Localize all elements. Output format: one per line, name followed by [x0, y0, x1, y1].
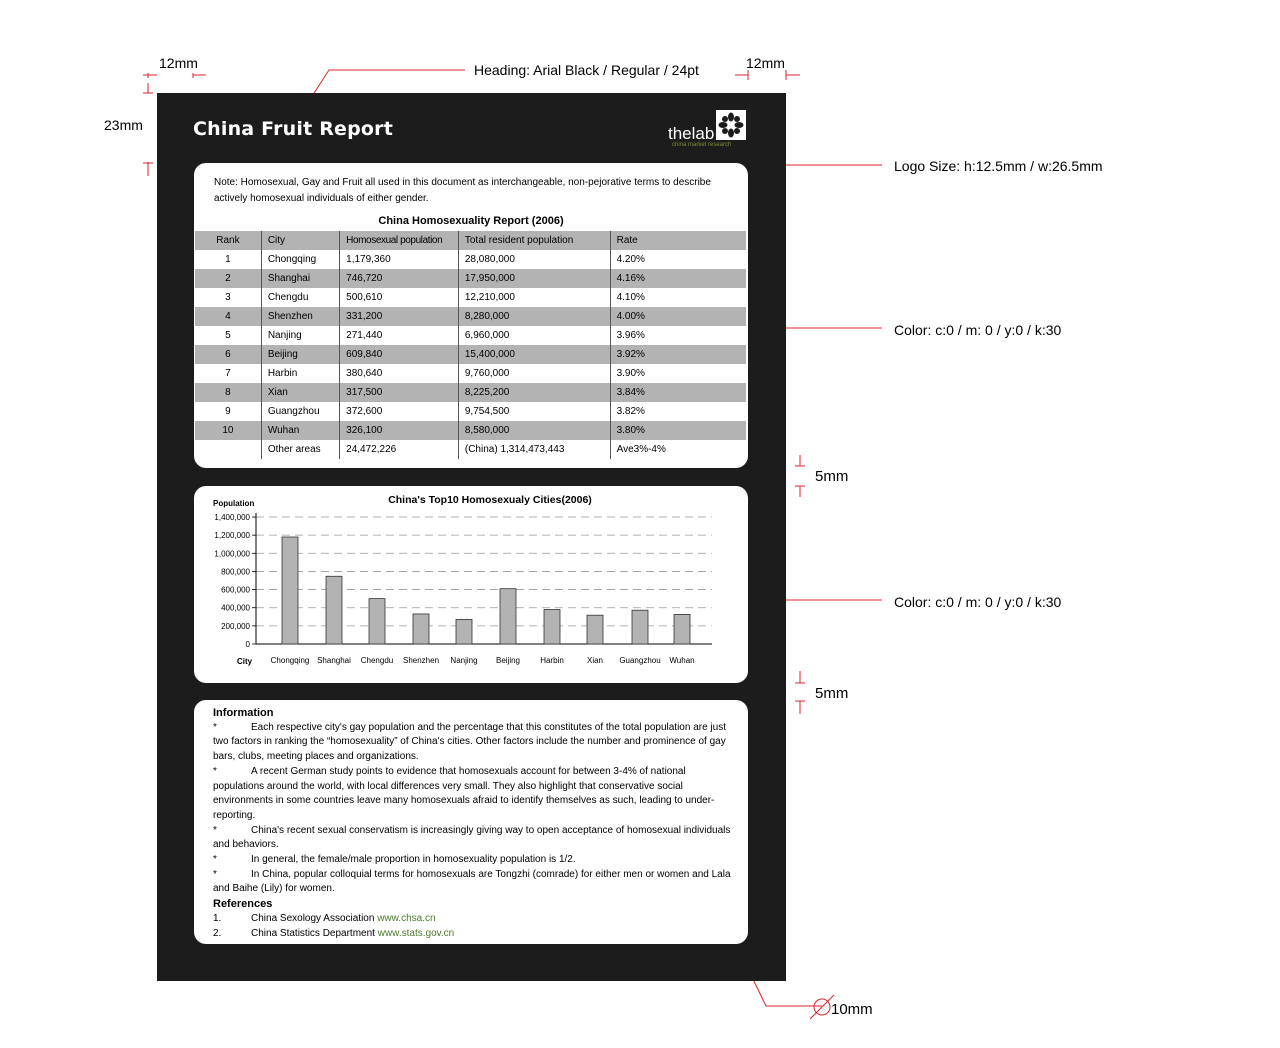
- info-panel: [194, 700, 748, 944]
- bullet-item: [213, 853, 738, 868]
- table-cell: Shanghai: [261, 269, 339, 288]
- bar-nanjing: [456, 619, 472, 644]
- table-cell: Xian: [261, 383, 339, 402]
- y-tick-label: 0: [245, 640, 250, 649]
- bar-harbin: [544, 609, 560, 644]
- table-cell: 8,280,000: [458, 307, 610, 326]
- reference-number: 2.: [213, 927, 222, 939]
- table-cell: 271,440: [340, 326, 459, 345]
- table-cell: 746,720: [340, 269, 459, 288]
- bullet-marker: *: [213, 824, 217, 836]
- table-cell: 3.92%: [610, 345, 746, 364]
- bullet-marker: *: [213, 854, 217, 866]
- table-cell: 8: [195, 383, 261, 402]
- x-tick-label: Guangzhou: [619, 656, 661, 665]
- data-table: [195, 231, 746, 459]
- x-tick-label: Shanghai: [317, 656, 351, 665]
- table-cell: 7: [195, 364, 261, 383]
- table-cell: 28,080,000: [458, 250, 610, 269]
- table-cell: 3.80%: [610, 421, 746, 440]
- table-cell: 331,200: [340, 307, 459, 326]
- bullet-item: [213, 721, 738, 765]
- bullet-text: A recent German study points to evidence that homosexuals account for between 3-4% of national populations around the world, with local differences very small. They also highlight that conservative social environments in some countries leave many homosexuals afraid to identify themselves as such, leading to under-reporting.: [213, 765, 715, 821]
- table-row: [195, 440, 746, 459]
- table-cell: (China) 1,314,473,443: [458, 440, 610, 459]
- bar-wuhan: [674, 614, 690, 644]
- table-cell: Other areas: [261, 440, 339, 459]
- logo-tagline: china market research: [672, 142, 732, 148]
- table-cell: 3.96%: [616, 330, 645, 341]
- table-cell: 8,580,000: [458, 421, 610, 440]
- x-tick-label: Nanjing: [450, 656, 478, 665]
- table-cell: 9,760,000: [458, 364, 610, 383]
- table-panel: [194, 163, 748, 468]
- table-cell: Wuhan: [261, 421, 339, 440]
- bar-shenzhen: [413, 614, 429, 644]
- x-tick-label: Chongqing: [270, 656, 310, 665]
- table-cell: 9: [195, 402, 261, 421]
- table-header-row: [195, 231, 746, 250]
- reference-number: 1.: [213, 912, 222, 924]
- information-heading: Information: [213, 707, 274, 719]
- table-cell: Guangzhou: [261, 402, 339, 421]
- corner-radius-label: 10mm: [831, 1001, 873, 1018]
- bullet-item: [213, 824, 738, 853]
- table-cell: 326,100: [340, 421, 459, 440]
- page-title: China Fruit Report: [193, 118, 394, 140]
- info-body: [213, 706, 738, 941]
- table-cell: 317,500: [340, 383, 459, 402]
- x-tick-label: Chengdu: [360, 656, 394, 665]
- reference-item: [213, 927, 738, 942]
- table-cell: 372,600: [340, 402, 459, 421]
- table-cell: 4.00%: [610, 307, 746, 326]
- x-axis-label: City: [237, 657, 253, 666]
- table-cell: 12,210,000: [458, 288, 610, 307]
- reference-text: China Statistics Department: [251, 927, 378, 939]
- table-row: [195, 345, 746, 364]
- bullet-item: [213, 765, 738, 824]
- bullet-text: China's recent sexual conservatism is increasingly giving way to open acceptance of homosexual individuals and behaviors.: [213, 824, 731, 851]
- table-title: China Homosexuality Report (2006): [378, 215, 564, 227]
- table-cell: 9,754,500: [458, 402, 610, 421]
- reference-item: [213, 912, 738, 927]
- table-cell: 4.20%: [616, 254, 645, 265]
- bullet-text: In China, popular colloquial terms for homosexuals are Tongzhi (comrade) for either men or women and Lala and Baihe (Lily) for women.: [213, 868, 731, 895]
- column-header: Total resident population: [458, 231, 610, 250]
- table-cell: 1: [195, 250, 261, 269]
- table-row: [195, 402, 746, 421]
- bar-chongqing: [282, 537, 298, 644]
- y-tick-label: 400,000: [221, 603, 250, 613]
- table-cell: 17,950,000: [458, 269, 610, 288]
- table-cell: Chongqing: [261, 250, 339, 269]
- table-cell: Shenzhen: [261, 307, 339, 326]
- x-tick-label: Beijing: [495, 656, 521, 665]
- logo-size-label: Logo Size: h:12.5mm / w:26.5mm: [894, 158, 1103, 174]
- y-tick-label: 1,000,000: [214, 549, 250, 559]
- table-cell: 500,610: [340, 288, 459, 307]
- table-cell: 6: [195, 345, 261, 364]
- table-row: [195, 421, 746, 440]
- table-cell: 24,472,226: [340, 440, 459, 459]
- bar-chengdu: [369, 599, 385, 644]
- bullet-marker: *: [213, 868, 217, 880]
- y-tick-label: 200,000: [221, 621, 250, 631]
- table-row: [195, 288, 746, 307]
- y-axis-label: Population: [213, 499, 255, 508]
- bullet-marker: *: [213, 721, 217, 733]
- bullet-item: [213, 868, 738, 897]
- table-cell: 6,960,000: [458, 326, 610, 345]
- x-tick-label: Xian: [586, 656, 604, 665]
- y-tick-label: 1,200,000: [214, 531, 250, 541]
- table-cell: Ave3%-4%: [616, 444, 666, 455]
- bullet-text: In general, the female/male proportion in homosexuality population is 1/2.: [251, 854, 576, 866]
- table-cell: 3.90%: [616, 368, 645, 379]
- column-header: Rank: [195, 231, 261, 250]
- table-cell: Nanjing: [261, 326, 339, 345]
- reference-text: China Sexology Association: [251, 912, 378, 924]
- gap-label-1: 5mm: [815, 468, 849, 485]
- logo: [668, 110, 750, 154]
- table-row: [195, 307, 746, 326]
- chart-panel: [194, 486, 748, 683]
- bar-xian: [587, 615, 603, 644]
- table-cell: 3: [195, 288, 261, 307]
- table-cell: 4.16%: [610, 269, 746, 288]
- table-cell: 2: [195, 269, 261, 288]
- table-cell: 8,225,200: [458, 383, 610, 402]
- y-tick-label: 800,000: [221, 567, 250, 577]
- table-cell: 609,840: [340, 345, 459, 364]
- top-margin-label: 23mm: [104, 117, 143, 133]
- reference-link[interactable]: www.stats.gov.cn: [377, 927, 455, 939]
- flower-logo-icon: [716, 110, 746, 140]
- heading-spec-label: Heading: Arial Black / Regular / 24pt: [474, 62, 699, 78]
- reference-list: [213, 912, 738, 941]
- bar-guangzhou: [632, 610, 648, 644]
- bar-beijing: [500, 589, 516, 644]
- table-color-label: Color: c:0 / m: 0 / y:0 / k:30: [894, 322, 1062, 338]
- table-cell: Chengdu: [261, 288, 339, 307]
- chart-title: China's Top10 Homosexualy Cities(2006): [388, 494, 592, 506]
- table-cell: Harbin: [261, 364, 339, 383]
- bullet-marker: *: [213, 765, 217, 777]
- x-tick-label: Shenzhen: [402, 656, 440, 665]
- table-cell: Beijing: [261, 345, 339, 364]
- y-tick-label: 1,400,000: [214, 513, 250, 522]
- table-row: [195, 364, 746, 383]
- chart-color-label: Color: c:0 / m: 0 / y:0 / k:30: [894, 594, 1062, 610]
- logo-wordmark: thelab: [668, 124, 715, 143]
- column-header: Rate: [610, 231, 746, 250]
- x-tick-label: Wuhan: [669, 656, 695, 665]
- right-margin-label: 12mm: [746, 55, 785, 71]
- bar-chart: [194, 486, 748, 683]
- reference-link[interactable]: www.chsa.cn: [377, 912, 436, 924]
- left-margin-label: 12mm: [159, 55, 198, 71]
- x-tick-label: Harbin: [540, 656, 564, 665]
- table-row: [195, 250, 746, 269]
- table-cell: 3.82%: [616, 406, 645, 417]
- column-header: Homosexual population: [340, 231, 459, 250]
- table-cell: 5: [195, 326, 261, 345]
- table-row: [195, 383, 746, 402]
- y-tick-label: 600,000: [221, 585, 250, 595]
- table-cell: 380,640: [340, 364, 459, 383]
- table-row: [195, 269, 746, 288]
- bullet-list: [213, 721, 738, 897]
- references-heading: References: [213, 898, 273, 911]
- note-text: Note: Homosexual, Gay and Fruit all used in this document as interchangeable, non-pejorative terms to describe actively homosexual individuals of either gender.: [214, 177, 711, 204]
- bar-shanghai: [326, 576, 342, 644]
- table-cell: 10: [195, 421, 261, 440]
- table-cell: 4: [195, 307, 261, 326]
- table-cell: 3.84%: [610, 383, 746, 402]
- table-cell: 4.10%: [616, 292, 645, 303]
- gap-label-2: 5mm: [815, 685, 849, 702]
- bullet-text: Each respective city's gay population and the percentage that this constitutes of the total population are just two factors in ranking the “homosexuality” of China's cities. Other factors include the number and prominence of gay bars, clubs, meeting places and organizations.: [213, 721, 726, 763]
- table-cell: 1,179,360: [340, 250, 459, 269]
- table-cell: [195, 440, 261, 459]
- table-row: [195, 326, 746, 345]
- column-header: City: [261, 231, 339, 250]
- table-cell: 15,400,000: [458, 345, 610, 364]
